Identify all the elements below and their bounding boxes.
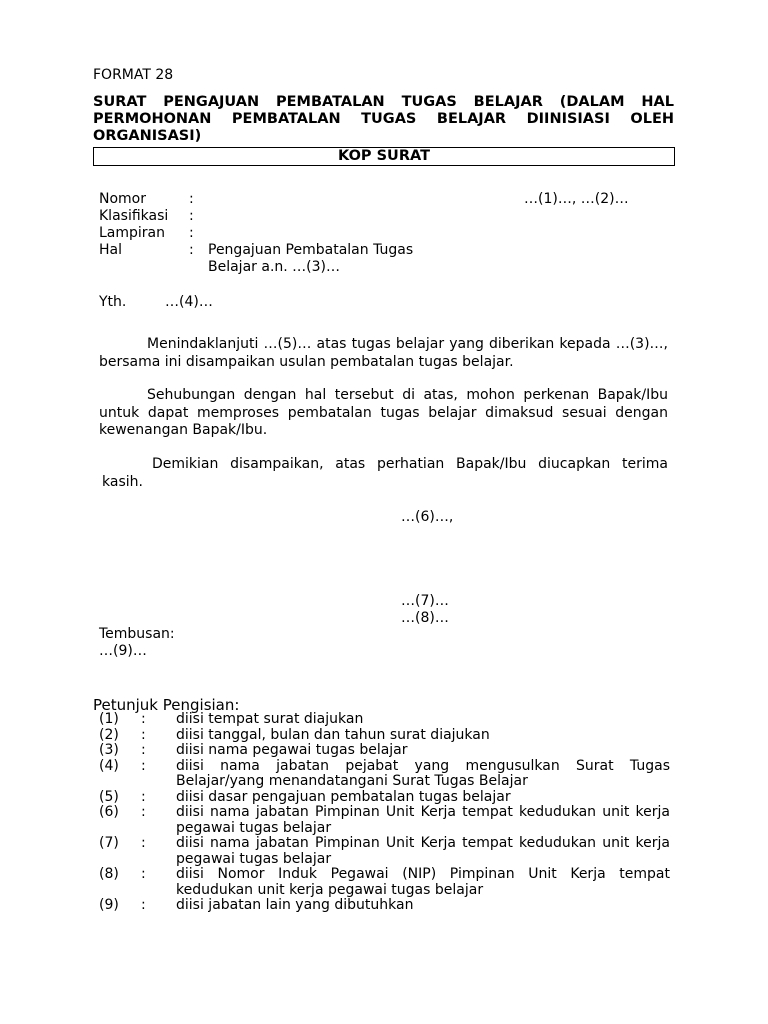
item-number: (2)	[99, 726, 119, 743]
item-colon: :	[141, 742, 146, 758]
item-colon: :	[141, 897, 146, 913]
lampiran-label: Lampiran	[99, 225, 166, 241]
hal-value-line2: Belajar a.n. …(3)…	[208, 259, 340, 275]
hal-value-line1: Pengajuan Pembatalan Tugas	[208, 242, 414, 258]
item-text: diisi nama pegawai tugas belajar	[176, 742, 408, 758]
list-item	[99, 712, 670, 728]
petunjuk-list	[99, 712, 670, 914]
list-item	[99, 728, 670, 744]
list-item	[99, 790, 670, 806]
signature-place: …(6)…,	[401, 509, 454, 525]
body-paragraph-2: Sehubungan dengan hal tersebut di atas, mohon perkenan Bapak/Ibu untuk dapat memproses pembatalan tugas belajar dimaksud sesuai dengan kewenangan Bapak/Ibu.	[99, 387, 668, 438]
list-item	[99, 759, 670, 790]
item-text: diisi dasar pengajuan pembatalan tugas belajar	[176, 788, 511, 805]
hal-colon: :	[189, 242, 194, 258]
item-text: diisi tanggal, bulan dan tahun surat diajukan	[176, 726, 490, 743]
item-text: diisi nama jabatan pejabat yang mengusulkan Surat Tugas Belajar/yang menandatangani Surat Tugas Belajar	[176, 757, 670, 789]
item-colon: :	[141, 866, 146, 882]
item-number: (8)	[99, 866, 119, 882]
tembusan-value: …(9)…	[99, 643, 147, 659]
lampiran-colon: :	[189, 225, 194, 241]
item-colon: :	[141, 804, 146, 820]
list-item	[99, 898, 670, 914]
body-paragraph-3: Demikian disampaikan, atas perhatian Bapak/Ibu diucapkan terima kasih.	[102, 456, 668, 490]
item-number: (3)	[99, 742, 119, 758]
salutation-recipient: …(4)…	[165, 294, 213, 310]
item-number: (5)	[99, 788, 119, 805]
list-item	[99, 743, 670, 759]
petunjuk-title: Petunjuk Pengisian:	[93, 696, 240, 714]
item-colon: :	[141, 757, 146, 774]
hal-label: Hal	[99, 242, 122, 258]
item-text: diisi tempat surat diajukan	[176, 711, 364, 727]
tembusan-label: Tembusan:	[99, 626, 175, 642]
item-number: (7)	[99, 835, 119, 851]
item-colon: :	[141, 835, 146, 851]
item-text: diisi nama jabatan Pimpinan Unit Kerja tempat kedudukan unit kerja pegawai tugas belajar	[176, 835, 670, 867]
klasifikasi-colon: :	[189, 208, 194, 224]
list-item	[99, 805, 670, 836]
item-colon: :	[141, 726, 146, 743]
body-paragraph-1: Menindaklanjuti …(5)… atas tugas belajar yang diberikan kepada …(3)…, bersama ini disampaikan usulan pembatalan tugas belajar.	[99, 336, 668, 370]
item-text: diisi jabatan lain yang dibutuhkan	[176, 897, 414, 913]
format-label: FORMAT 28	[93, 67, 174, 83]
item-number: (4)	[99, 757, 119, 774]
list-item	[99, 867, 670, 898]
klasifikasi-label: Klasifikasi	[99, 208, 169, 224]
item-colon: :	[141, 788, 146, 805]
item-number: (6)	[99, 804, 119, 820]
item-number: (1)	[99, 711, 119, 727]
nomor-colon: :	[189, 191, 194, 207]
item-number: (9)	[99, 897, 119, 913]
kop-surat-box: KOP SURAT	[93, 147, 675, 166]
list-item	[99, 836, 670, 867]
item-text: diisi Nomor Induk Pegawai (NIP) Pimpinan Unit Kerja tempat kedudukan unit kerja pegawai tugas belajar	[176, 866, 670, 898]
salutation-label: Yth.	[99, 294, 127, 310]
signature-nip: …(8)…	[401, 610, 449, 626]
item-text: diisi nama jabatan Pimpinan Unit Kerja tempat kedudukan unit kerja pegawai tugas belajar	[176, 804, 670, 836]
item-colon: :	[141, 711, 146, 727]
document-title: SURAT PENGAJUAN PEMBATALAN TUGAS BELAJAR (DALAM HAL PERMOHONAN PEMBATALAN TUGAS BELAJAR DIINISIASI OLEH ORGANISASI)	[93, 94, 674, 144]
letter-date: …(1)…, …(2)…	[524, 191, 629, 207]
signature-name: …(7)…	[401, 593, 449, 609]
nomor-label: Nomor	[99, 191, 146, 207]
